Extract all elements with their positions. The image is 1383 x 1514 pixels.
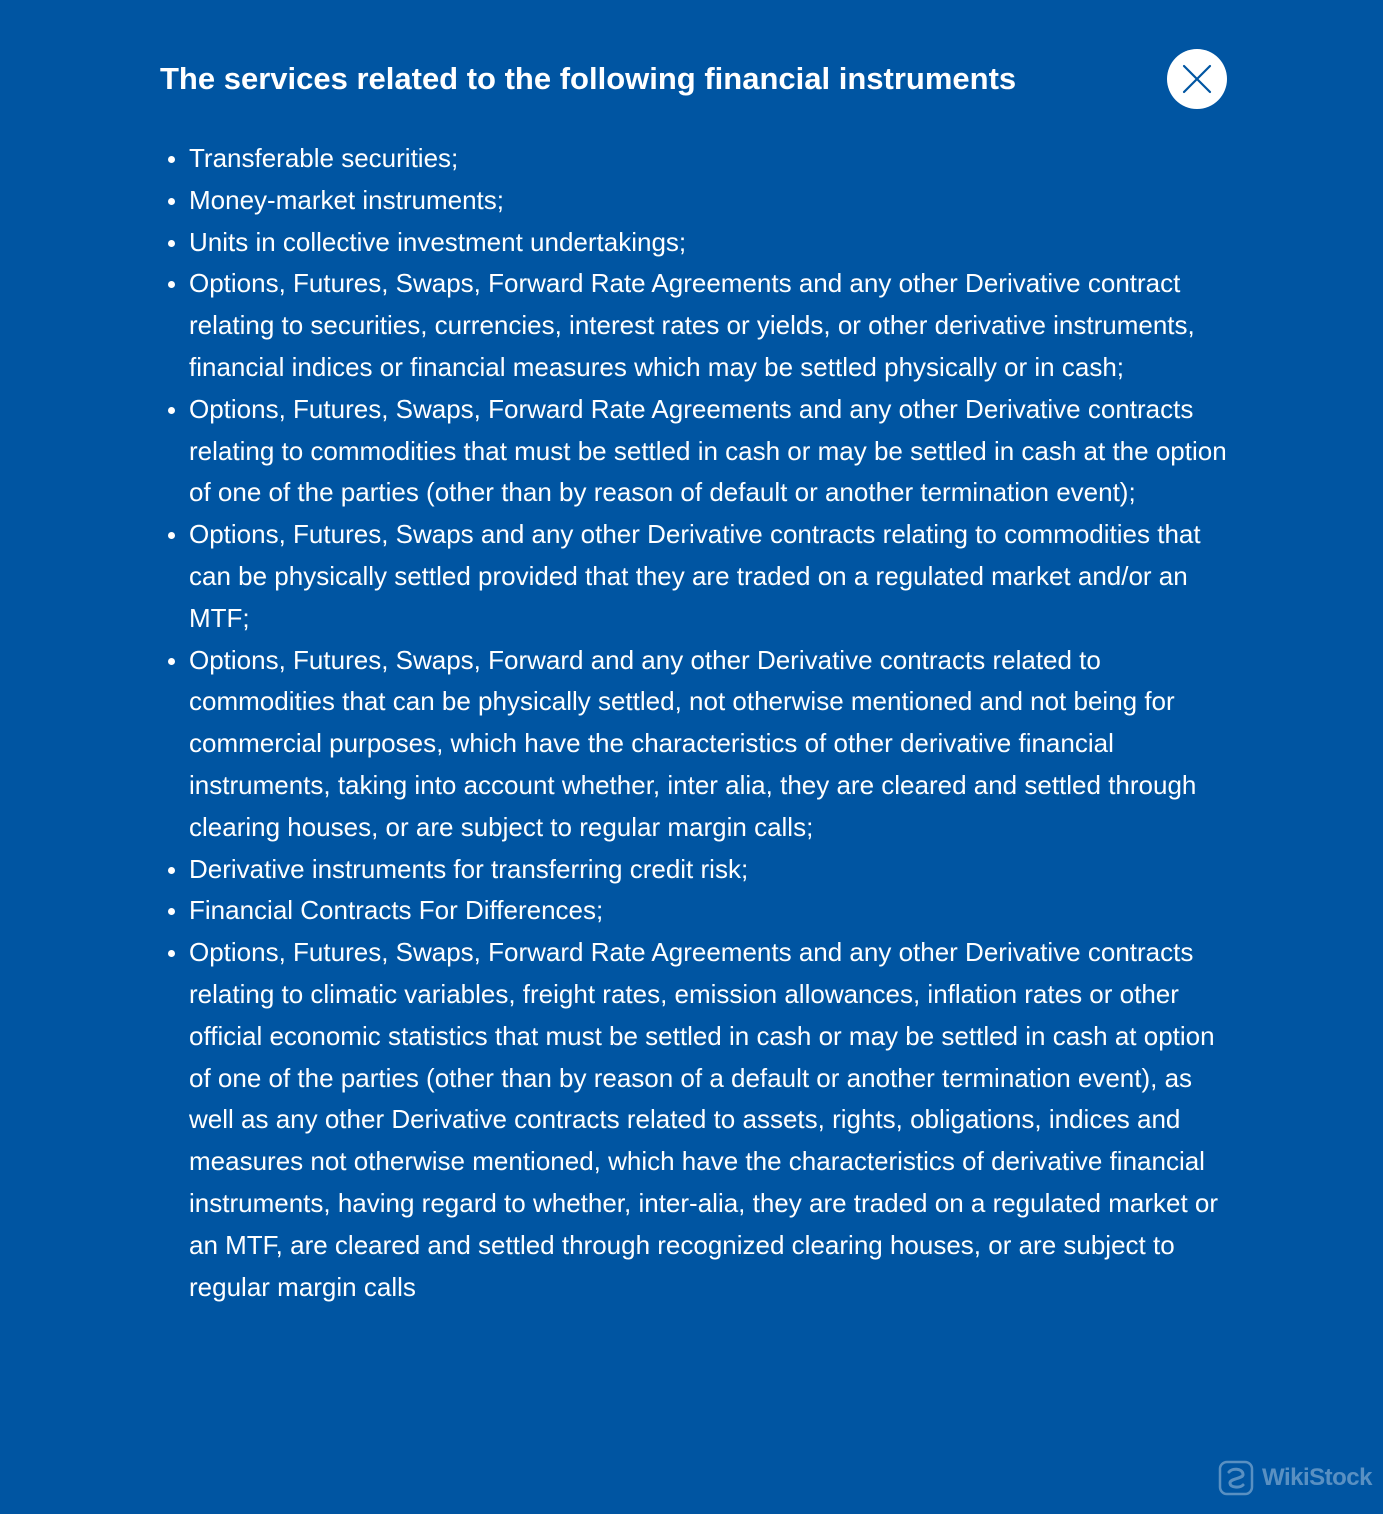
list-item: Financial Contracts For Differences; <box>189 890 1239 932</box>
watermark-text: WikiStock <box>1262 1464 1372 1491</box>
list-item: Transferable securities; <box>189 138 1239 180</box>
modal-title: The services related to the following financial instruments <box>160 61 1017 96</box>
list-item: Units in collective investment undertakings; <box>189 222 1239 264</box>
close-button[interactable] <box>1167 49 1227 109</box>
wikistock-logo-icon <box>1218 1460 1254 1496</box>
list-item: Options, Futures, Swaps, Forward Rate Agreements and any other Derivative contracts relating to commodities that must be settled in cash or may be settled in cash at the option of one of the parties (other than by reason of default or another termination event); <box>189 389 1239 514</box>
list-item: Options, Futures, Swaps, Forward and any other Derivative contracts related to commodities that can be physically settled, not otherwise mentioned and not being for commercial purposes, which have the characteristics of other derivative financial instruments, taking into account whether, inter alia, they are cleared and settled through clearing houses, or are subject to regular margin calls; <box>189 640 1239 849</box>
close-icon <box>1182 64 1212 94</box>
instrument-list <box>160 138 1239 1308</box>
list-item: Money-market instruments; <box>189 180 1239 222</box>
watermark <box>1218 1460 1372 1496</box>
list-item: Derivative instruments for transferring credit risk; <box>189 849 1239 891</box>
list-item: Options, Futures, Swaps, Forward Rate Agreements and any other Derivative contracts relating to climatic variables, freight rates, emission allowances, inflation rates or other official economic statistics that must be settled in cash or may be settled in cash at option of one of the parties (other than by reason of a default or another termination event), as well as any other Derivative contracts related to assets, rights, obligations, indices and measures not otherwise mentioned, which have the characteristics of derivative financial instruments, having regard to whether, inter-alia, they are traded on a regulated market or an MTF, are cleared and settled through recognized clearing houses, or are subject to regular margin calls <box>189 932 1239 1308</box>
list-item: Options, Futures, Swaps and any other Derivative contracts relating to commodities that can be physically settled provided that they are traded on a regulated market and/or an MTF; <box>189 514 1239 639</box>
list-item: Options, Futures, Swaps, Forward Rate Agreements and any other Derivative contract relating to securities, currencies, interest rates or yields, or other derivative instruments, financial indices or financial measures which may be settled physically or in cash; <box>189 263 1239 388</box>
